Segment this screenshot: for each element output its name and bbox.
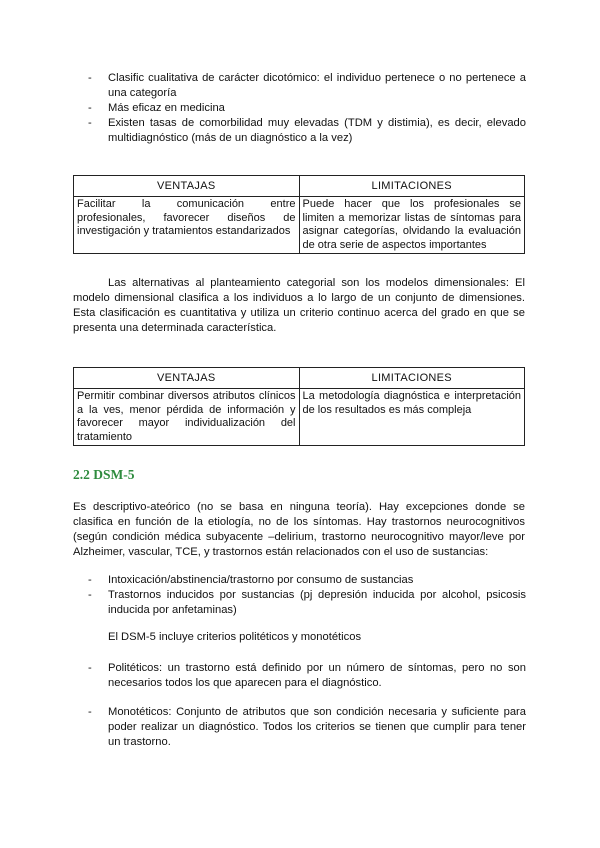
ventajas-header: VENTAJAS [74, 368, 300, 389]
dimensional-paragraph-text: Las alternativas al planteamiento categorial son los modelos dimensionales: El modelo dimensional clasifica a los individuos a lo largo de un conjunto de dimensiones. Esta clasificación es cuantitativa y utiliza un criterio continuo acerca del grado en que se presenta una determinada característica. [73, 277, 525, 334]
politeticos-bullet [88, 661, 526, 691]
limitaciones-header: LIMITACIONES [299, 176, 525, 197]
dsm-paragraph: Es descriptivo-ateórico (no se basa en ninguna teoría). Hay excepciones donde se clasifica en función de la etiología, no de los síntomas. Hay trastornos neurocognitivos (según condición médica subyacente –delirium, trastorno neurocognitivo mayor/leve por Alzheimer, vascular, TCE, y trastornos están relacionados con el uso de sustancias: [73, 501, 525, 558]
dimensional-paragraph [73, 276, 525, 336]
section-heading: 2.2 DSM-5 [73, 467, 135, 482]
list-item: - Clasific cualitativa de carácter dicotómico: el individuo pertenece o no pertenece a una categoría [88, 71, 526, 101]
limitaciones-cell: La metodología diagnóstica e interpretación de los resultados es más compleja [299, 389, 525, 446]
ventajas-cell: Permitir combinar diversos atributos clínicos a la ves, menor pérdida de información y favorecer mayor individualización del tratamiento [74, 389, 300, 446]
ventajas-header: VENTAJAS [74, 176, 300, 197]
substance-bullet-list [88, 573, 526, 618]
list-item: - Trastornos inducidos por sustancias (pj depresión inducida por alcohol, psicosis inducida por anfetaminas) [88, 588, 526, 618]
monoteticos-bullet [88, 705, 526, 750]
limitaciones-cell: Puede hacer que los profesionales se limiten a memorizar listas de síntomas para asignar categorías, olvidando la evaluación de otra serie de aspectos importantes [299, 197, 525, 254]
list-item: - Monotéticos: Conjunto de atributos que son condición necesaria y suficiente para poder realizar un diagnóstico. Todos los criterios se tienen que cumplir para tener un trastorno. [88, 705, 526, 750]
list-item: - Más eficaz en medicina [88, 101, 526, 116]
criteria-note: El DSM-5 incluye criterios politéticos y monotéticos [108, 631, 362, 643]
list-item: - Politéticos: un trastorno está definido por un número de síntomas, pero no son necesarios todos los que aparecen para el diagnóstico. [88, 661, 526, 691]
intro-bullet-list [88, 71, 526, 146]
ventajas-cell: Facilitar la comunicación entre profesionales, favorecer diseños de investigación y tratamientos estandarizados [74, 197, 300, 254]
list-item: - Existen tasas de comorbilidad muy elevadas (TDM y distimia), es decir, elevado multidiagnóstico (más de un diagnóstico a la vez) [88, 116, 526, 146]
list-item: - Intoxicación/abstinencia/trastorno por consumo de sustancias [88, 573, 526, 588]
dimensional-model-table [73, 367, 525, 446]
categorial-model-table [73, 175, 525, 254]
limitaciones-header: LIMITACIONES [299, 368, 525, 389]
